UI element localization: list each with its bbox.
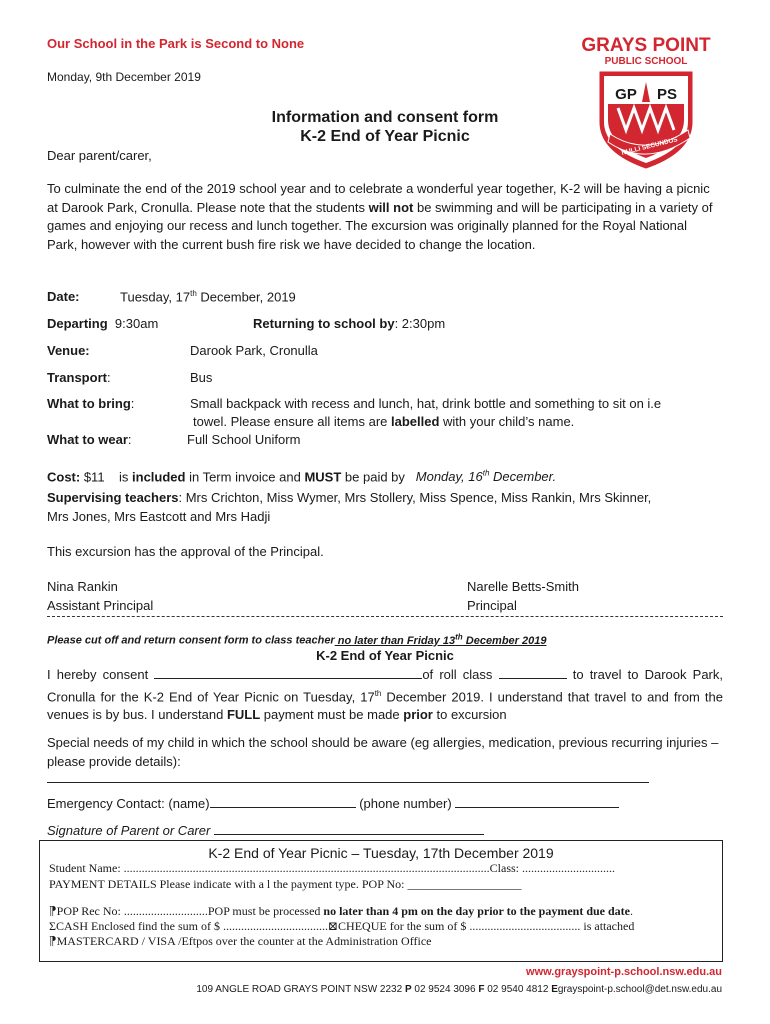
payment-details-line: PAYMENT DETAILS Please indicate with a l the payment type. POP No: ___________________ (49, 877, 522, 891)
bring-value-line2: towel. Please ensure all items are labelled with your child’s name. (193, 414, 575, 429)
supervising-row: Supervising teachers: Mrs Crichton, Miss Wymer, Mrs Stollery, Miss Spence, Miss Rankin, Mrs Skinner, (47, 490, 652, 505)
letter-date: Monday, 9th December 2019 (47, 70, 201, 84)
crest-letters-right: PS (656, 86, 678, 103)
consent-paragraph: I hereby consent of roll class to travel to Darook Park, Cronulla for the K-2 End of Year Picnic on Tuesday, 17th December 2019. I understand that travel to and from the venues is by bus. I understand FULL payment must be made prior to excursion (47, 667, 723, 723)
signatory-name: Nina Rankin (47, 579, 118, 594)
special-needs-field[interactable] (47, 782, 649, 783)
signatory-role: Principal (467, 598, 517, 613)
school-motto: Our School in the Park is Second to None (47, 36, 305, 51)
student-name-line[interactable]: Student Name: ..........................................................................................................................Class: ............................... (49, 861, 615, 875)
transport-value: Bus (190, 370, 213, 385)
signature-field[interactable] (214, 822, 484, 835)
transport-label: Transport: (47, 370, 111, 385)
cost-row: Cost: $11 is included in Term invoice and MUST be paid by Monday, 16th December. (47, 469, 557, 485)
bring-value-line1: Small backpack with recess and lunch, hat, drink bottle and something to sit on i.e (190, 396, 662, 411)
form-title-line1: Information and consent form (271, 109, 499, 126)
venue-label: Venue: (47, 343, 90, 358)
wear-label: What to wear: (47, 432, 132, 447)
wear-value: Full School Uniform (187, 432, 301, 447)
card-option[interactable]: ⁋MASTERCARD / VISA /Eftpos over the counter at the Administration Office (49, 934, 432, 948)
cash-option[interactable]: ΣCASH Enclosed find the sum of $ ...................................⊠CHEQUE for the sum of $ ..................................... is attached (49, 919, 635, 933)
logo-school-subtitle: PUBLIC SCHOOL (604, 56, 688, 67)
checkbox-icon: ⊠ (327, 919, 339, 933)
emergency-contact-row: Emergency Contact: (name) (phone number) (47, 795, 619, 811)
signatory-role: Assistant Principal (47, 598, 154, 613)
form-title-line2: K-2 End of Year Picnic (300, 128, 470, 145)
roll-class-field[interactable] (499, 666, 567, 679)
crest-letters-left: GP (615, 86, 637, 103)
departing-row: Departing 9:30am (47, 316, 159, 331)
crest-banner: NULLI SECUNDUS (620, 136, 679, 157)
signatory-name: Narelle Betts-Smith (467, 579, 579, 594)
emergency-phone-field[interactable] (455, 795, 619, 808)
cut-line (47, 616, 723, 617)
salutation: Dear parent/carer, (47, 148, 152, 163)
checkbox-icon: Σ (49, 919, 56, 933)
date-value: Tuesday, 17th December, 2019 (120, 289, 296, 305)
special-needs-prompt: Special needs of my child in which the school should be aware (eg allergies, medication, previous recurring injuries – please provide details): (47, 735, 719, 769)
returning-row: Returning to school by: 2:30pm (253, 316, 446, 331)
venue-value: Darook Park, Cronulla (190, 343, 318, 358)
cutoff-instruction: Please cut off and return consent form to class teacher no later than Friday 13th December 2019 (47, 632, 547, 647)
checkbox-icon: ⁋ (49, 934, 57, 948)
emergency-name-field[interactable] (210, 795, 356, 808)
payment-box (39, 840, 723, 962)
school-address: 109 ANGLE ROAD GRAYS POINT NSW 2232 P 02 9524 3096 F 02 9540 4812 Egrayspoint-p.school@det.nsw.edu.au (196, 984, 722, 995)
school-crest-icon (570, 34, 722, 174)
checkbox-icon: ⁋ (49, 904, 57, 918)
bring-label: What to bring: (47, 396, 135, 411)
child-name-field[interactable] (154, 666, 422, 679)
logo-school-name: GRAYS POINT (581, 35, 711, 56)
date-label: Date: (47, 289, 80, 304)
consent-heading: K-2 End of Year Picnic (316, 648, 454, 663)
school-logo (570, 34, 722, 174)
supervising-row-2: Mrs Jones, Mrs Eastcott and Mrs Hadji (47, 509, 271, 524)
payment-box-title: K-2 End of Year Picnic – Tuesday, 17th December 2019 (208, 845, 554, 861)
intro-paragraph: To culminate the end of the 2019 school year and to celebrate a wonderful year together, K-2 will be having a picnic at Darook Park, Cronulla. Please note that the students will not be swimming and will be participating in a variety of games and enjoying our recess and lunch together. The excursion was originally planned for the Royal National Park, however with the current bush fire risk we have decided to change the location. (47, 181, 713, 252)
school-website-link[interactable]: www.grayspoint-p.school.nsw.edu.au (526, 966, 722, 978)
approval-text: This excursion has the approval of the Principal. (47, 544, 324, 559)
signature-row: Signature of Parent or Carer (47, 822, 484, 838)
pop-option[interactable]: ⁋POP Rec No: ............................POP must be processed no later than 4 pm on the day prior to the payment due date. (49, 904, 633, 918)
